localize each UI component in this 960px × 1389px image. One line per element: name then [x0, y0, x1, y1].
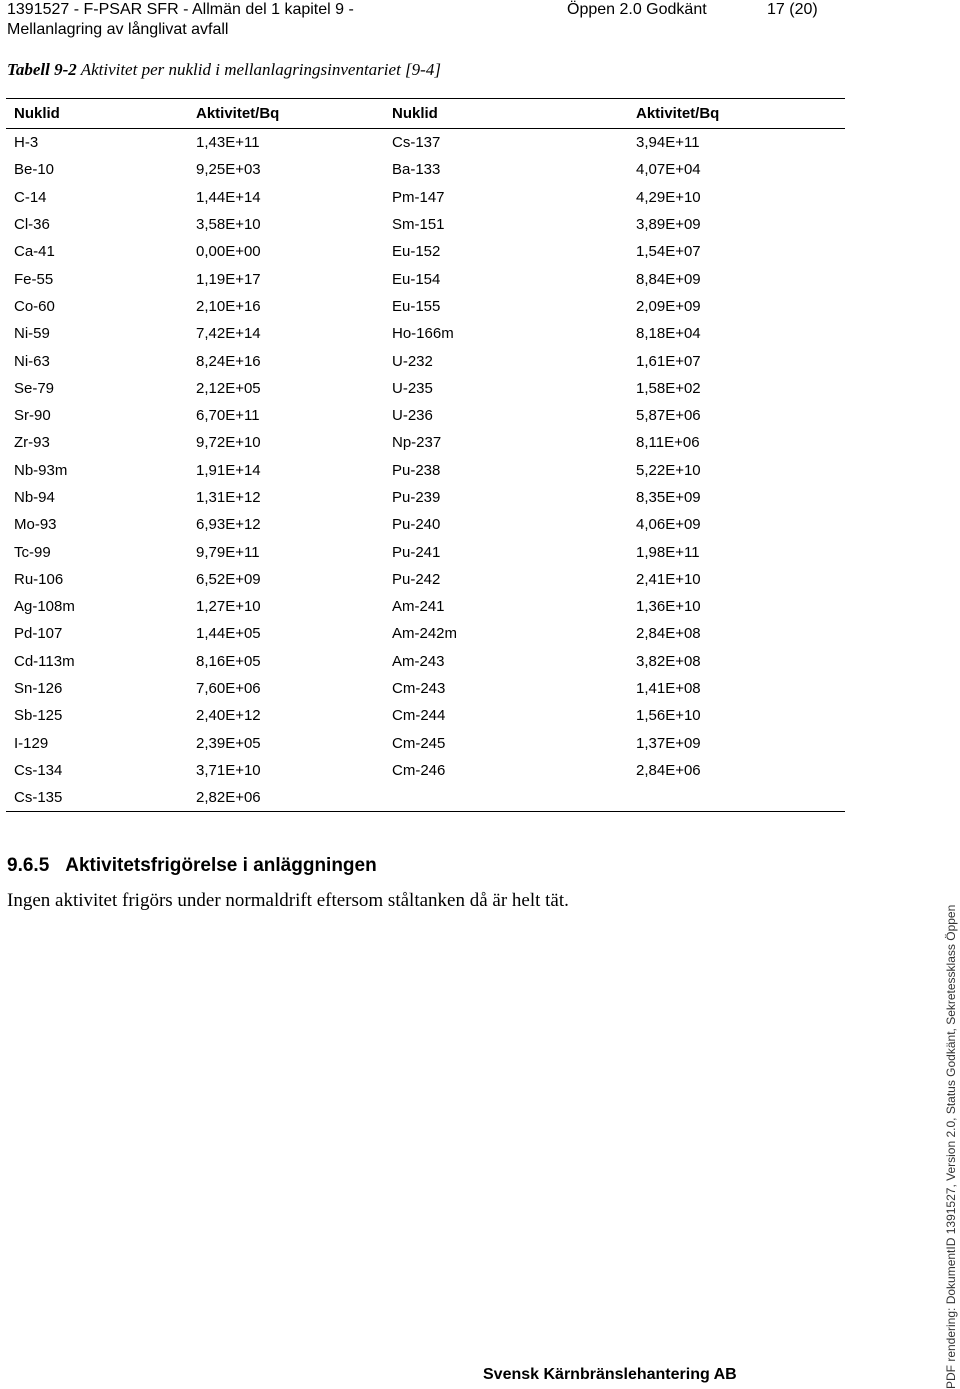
- nuclide-cell: Am-243: [392, 652, 445, 670]
- nuclide-cell: Sb-125: [14, 707, 63, 725]
- nuclide-cell: Co-60: [14, 297, 55, 315]
- nuclide-cell: C-14: [14, 188, 47, 206]
- activity-cell: 9,79E+11: [196, 543, 260, 561]
- activity-cell: 6,70E+11: [196, 407, 260, 425]
- nuclide-cell: Pu-238: [392, 461, 441, 479]
- nuclide-cell: Mo-93: [14, 516, 57, 534]
- activity-cell: 8,11E+06: [636, 434, 700, 452]
- nuclide-cell: Ba-133: [392, 161, 441, 179]
- activity-cell: 1,91E+14: [196, 461, 261, 479]
- document-title-line-1: 1391527 - F-PSAR SFR - Allmän del 1 kapitel 9 -: [7, 1, 354, 18]
- nuclide-cell: Eu-155: [392, 297, 441, 315]
- table-row: [6, 211, 845, 238]
- activity-cell: 2,10E+16: [196, 297, 261, 315]
- table-body: [6, 129, 845, 812]
- nuclide-cell: Ag-108m: [14, 598, 75, 616]
- activity-cell: 1,61E+07: [636, 352, 701, 370]
- table-row: [6, 238, 845, 265]
- nuclide-cell: [384, 784, 628, 812]
- nuclide-cell: Sr-90: [14, 407, 51, 425]
- activity-cell: 1,36E+10: [636, 598, 701, 616]
- section-title: Aktivitetsfrigörelse i anläggningen: [65, 855, 377, 876]
- nuclide-cell: Fe-55: [14, 270, 54, 288]
- table-caption-text: Aktivitet per nuklid i mellanlagringsinventariet [9-4]: [80, 60, 441, 79]
- activity-cell: 1,31E+12: [196, 489, 261, 506]
- table-row: [6, 265, 845, 292]
- activity-cell: 2,12E+05: [196, 379, 261, 397]
- nuclide-cell: Cm-244: [392, 707, 446, 725]
- document-status: Öppen 2.0 Godkänt: [567, 1, 707, 18]
- activity-cell: 7,60E+06: [196, 680, 261, 698]
- activity-cell: 1,98E+11: [636, 543, 700, 561]
- table-row: [6, 375, 845, 402]
- activity-cell: 6,52E+09: [196, 570, 261, 588]
- nuclide-cell: Cd-113m: [14, 652, 75, 670]
- nuclide-cell: Sm-151: [392, 216, 445, 234]
- table-row: [6, 620, 845, 647]
- activity-cell: 5,22E+10: [636, 461, 701, 479]
- column-header: Aktivitet/Bq: [628, 99, 845, 129]
- activity-cell: 1,44E+14: [196, 188, 261, 206]
- activity-table: [6, 98, 845, 812]
- activity-cell: 8,35E+09: [636, 489, 701, 506]
- nuclide-cell: Pu-240: [392, 516, 441, 534]
- activity-cell: 9,25E+03: [196, 161, 261, 179]
- activity-cell: 2,39E+05: [196, 734, 261, 752]
- activity-cell: 0,00E+00: [196, 243, 261, 261]
- activity-cell: 4,29E+10: [636, 188, 701, 206]
- activity-cell: 9,72E+10: [196, 434, 261, 452]
- table-row: [6, 156, 845, 183]
- nuclide-cell: Eu-154: [392, 270, 441, 288]
- table-row: [6, 429, 845, 456]
- nuclide-cell: Cs-134: [14, 761, 63, 779]
- nuclide-cell: Sn-126: [14, 680, 63, 698]
- activity-cell: 1,54E+07: [636, 243, 701, 261]
- activity-cell: 1,37E+09: [636, 734, 701, 752]
- activity-cell: 3,82E+08: [636, 652, 701, 670]
- activity-cell: 8,84E+09: [636, 270, 701, 288]
- table-row: [6, 566, 845, 593]
- nuclide-cell: Cm-245: [392, 734, 446, 752]
- footer-company: Svensk Kärnbränslehantering AB: [483, 1366, 737, 1383]
- activity-cell: 7,42E+14: [196, 325, 261, 343]
- nuclide-cell: Zr-93: [14, 434, 50, 452]
- nuclide-cell: Am-242m: [392, 625, 458, 643]
- activity-cell: 8,18E+04: [636, 325, 701, 343]
- activity-cell: 2,84E+08: [636, 625, 701, 643]
- table-caption-label: Tabell 9-2: [7, 60, 77, 79]
- page-number: 17 (20): [767, 1, 818, 18]
- nuclide-cell: U-232: [392, 352, 433, 370]
- activity-cell: 5,87E+06: [636, 407, 701, 425]
- pdf-rendering-note: PDF rendering: DokumentID 1391527, Version 2.0, Status Godkänt, Sekretessklass Öppen: [944, 904, 958, 1389]
- activity-cell: 2,40E+12: [196, 707, 261, 725]
- activity-cell: 4,07E+04: [636, 161, 701, 179]
- section-number: 9.6.5: [7, 855, 50, 876]
- nuclide-cell: Cm-246: [392, 761, 446, 779]
- nuclide-cell: Np-237: [392, 434, 442, 452]
- nuclide-cell: Pm-147: [392, 188, 445, 206]
- nuclide-cell: I-129: [14, 734, 49, 752]
- activity-cell: 4,06E+09: [636, 516, 701, 534]
- nuclide-cell: Tc-99: [14, 543, 51, 561]
- activity-cell: 1,41E+08: [636, 680, 701, 698]
- table-row: [6, 320, 845, 347]
- table-row: [6, 484, 845, 511]
- table-row: [6, 593, 845, 620]
- activity-cell: 2,41E+10: [636, 570, 701, 588]
- nuclide-cell: Ca-41: [14, 243, 55, 261]
- table-row: [6, 511, 845, 538]
- nuclide-cell: Cl-36: [14, 216, 50, 234]
- nuclide-cell: Ho-166m: [392, 325, 454, 343]
- table-row: [6, 730, 845, 757]
- table-row: [6, 293, 845, 320]
- column-header: Nuklid: [6, 99, 188, 129]
- activity-cell: 2,82E+06: [188, 784, 384, 812]
- activity-cell: 1,43E+11: [196, 134, 260, 152]
- activity-cell: 2,09E+09: [636, 297, 701, 315]
- nuclide-cell: Se-79: [14, 379, 55, 397]
- document-header-title: [7, 0, 354, 40]
- activity-cell: 8,16E+05: [196, 652, 261, 670]
- nuclide-cell: Be-10: [14, 161, 55, 179]
- activity-cell: 1,58E+02: [636, 379, 701, 397]
- table-row: [6, 757, 845, 784]
- nuclide-cell: U-236: [392, 407, 433, 425]
- activity-cell: 3,89E+09: [636, 216, 701, 234]
- nuclide-cell: Pu-242: [392, 570, 441, 588]
- activity-cell: 3,71E+10: [196, 761, 261, 779]
- document-title-line-2: Mellanlagring av långlivat avfall: [7, 21, 229, 38]
- nuclide-cell: Nb-94: [14, 489, 55, 506]
- nuclide-cell: Ni-63: [14, 352, 50, 370]
- nuclide-cell: Cs-137: [392, 134, 441, 152]
- nuclide-cell: U-235: [392, 379, 433, 397]
- table-row: [6, 402, 845, 429]
- nuclide-cell: Ru-106: [14, 570, 64, 588]
- activity-cell: 3,94E+11: [636, 134, 700, 152]
- nuclide-cell: Cm-243: [392, 680, 446, 698]
- activity-cell: 6,93E+12: [196, 516, 261, 534]
- activity-cell: 2,84E+06: [636, 761, 701, 779]
- nuclide-cell: Cs-135: [6, 784, 188, 812]
- table-row: [6, 784, 845, 812]
- table-header-row: [6, 99, 845, 129]
- table-caption: [7, 60, 441, 80]
- nuclide-cell: Pd-107: [14, 625, 63, 643]
- nuclide-cell: Eu-152: [392, 243, 441, 261]
- table-row: [6, 538, 845, 565]
- table-row: [6, 184, 845, 211]
- nuclide-cell: Pu-239: [392, 489, 441, 506]
- table-row: [6, 648, 845, 675]
- nuclide-cell: Ni-59: [14, 325, 50, 343]
- activity-cell: 1,56E+10: [636, 707, 701, 725]
- table-row: [6, 129, 845, 157]
- nuclide-cell: Am-241: [392, 598, 445, 616]
- activity-cell: [628, 784, 845, 812]
- table-row: [6, 702, 845, 729]
- activity-cell: 1,44E+05: [196, 625, 261, 643]
- activity-cell: 3,58E+10: [196, 216, 261, 234]
- activity-cell: 1,27E+10: [196, 598, 261, 616]
- nuclide-cell: Pu-241: [392, 543, 441, 561]
- column-header: Nuklid: [384, 99, 628, 129]
- table-row: [6, 347, 845, 374]
- column-header: Aktivitet/Bq: [188, 99, 384, 129]
- activity-cell: 8,24E+16: [196, 352, 261, 370]
- activity-cell: 1,19E+17: [196, 270, 261, 288]
- table-row: [6, 675, 845, 702]
- nuclide-cell: Nb-93m: [14, 461, 68, 479]
- section-heading: [7, 855, 377, 877]
- table-row: [6, 457, 845, 484]
- nuclide-cell: H-3: [14, 134, 39, 152]
- section-paragraph: Ingen aktivitet frigörs under normaldrift eftersom ståltanken då är helt tät.: [7, 890, 569, 911]
